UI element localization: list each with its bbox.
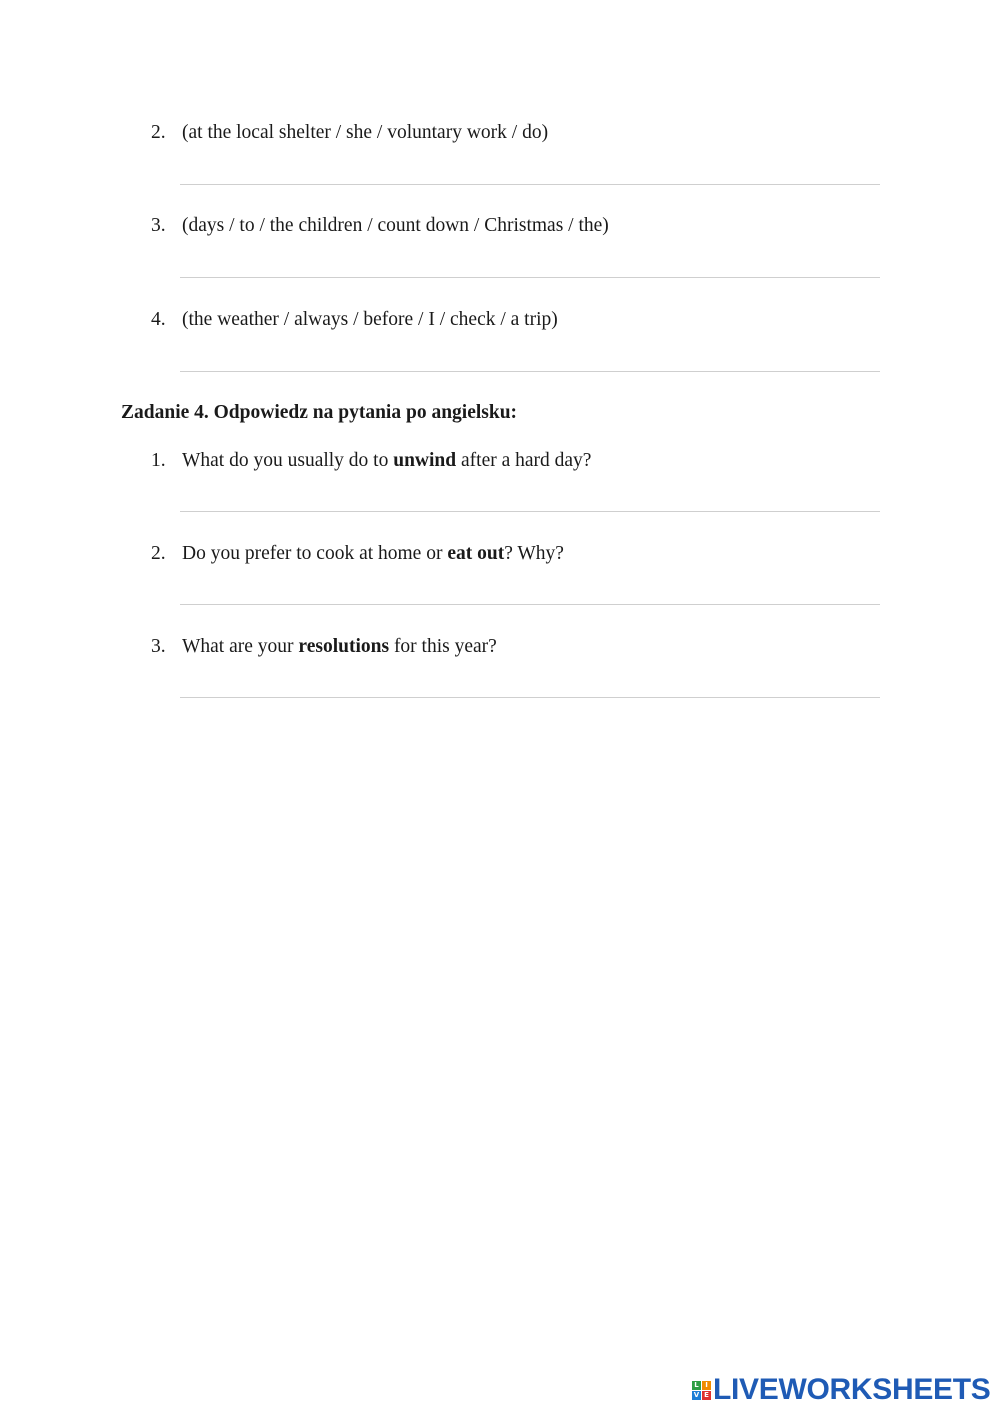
item-prompt: (days / to / the children / count down / Christmas / the) — [182, 215, 609, 236]
exercise-3-item-2 — [151, 121, 548, 145]
section-heading: Zadanie 4. Odpowiedz na pytania po angielsku: — [121, 402, 518, 423]
item-number: 3. — [151, 215, 166, 236]
answer-line[interactable] — [180, 697, 880, 698]
answer-line[interactable] — [180, 277, 880, 278]
logo-mark-icon — [692, 1381, 711, 1400]
exercise-4-question-1 — [151, 449, 591, 473]
answer-line[interactable] — [180, 371, 880, 372]
question-keyword: resolutions — [298, 636, 390, 657]
item-number: 2. — [151, 543, 166, 564]
answer-line[interactable] — [180, 511, 880, 512]
question-text-before: What are your — [182, 636, 299, 657]
logo-mark-letter: E — [702, 1391, 711, 1400]
exercise-3-item-4 — [151, 308, 558, 332]
answer-line[interactable] — [180, 604, 880, 605]
question-text-after: after a hard day? — [456, 450, 592, 471]
logo-mark-letter: I — [702, 1381, 711, 1390]
liveworksheets-logo — [692, 1374, 991, 1406]
logo-mark-letter: L — [692, 1381, 701, 1390]
item-number: 3. — [151, 636, 166, 657]
exercise-3-item-3 — [151, 214, 609, 238]
question-text-after: ? Why? — [504, 543, 564, 564]
exercise-4-question-3 — [151, 635, 497, 659]
item-number: 4. — [151, 309, 166, 330]
question-text-after: for this year? — [389, 636, 497, 657]
logo-mark-letter: V — [693, 1390, 700, 1399]
question-keyword: unwind — [393, 450, 457, 471]
question-text-before: Do you prefer to cook at home or — [182, 543, 448, 564]
answer-line[interactable] — [180, 184, 880, 185]
item-prompt: (at the local shelter / she / voluntary work / do) — [182, 122, 549, 143]
question-keyword: eat out — [447, 543, 505, 564]
question-text-before: What do you usually do to — [182, 450, 394, 471]
item-number: 1. — [151, 450, 166, 471]
logo-text: LIVEWORKSHEETS — [713, 1373, 991, 1406]
item-prompt: (the weather / always / before / I / check / a trip) — [182, 309, 558, 330]
exercise-4-question-2 — [151, 542, 564, 566]
item-number: 2. — [151, 122, 166, 143]
